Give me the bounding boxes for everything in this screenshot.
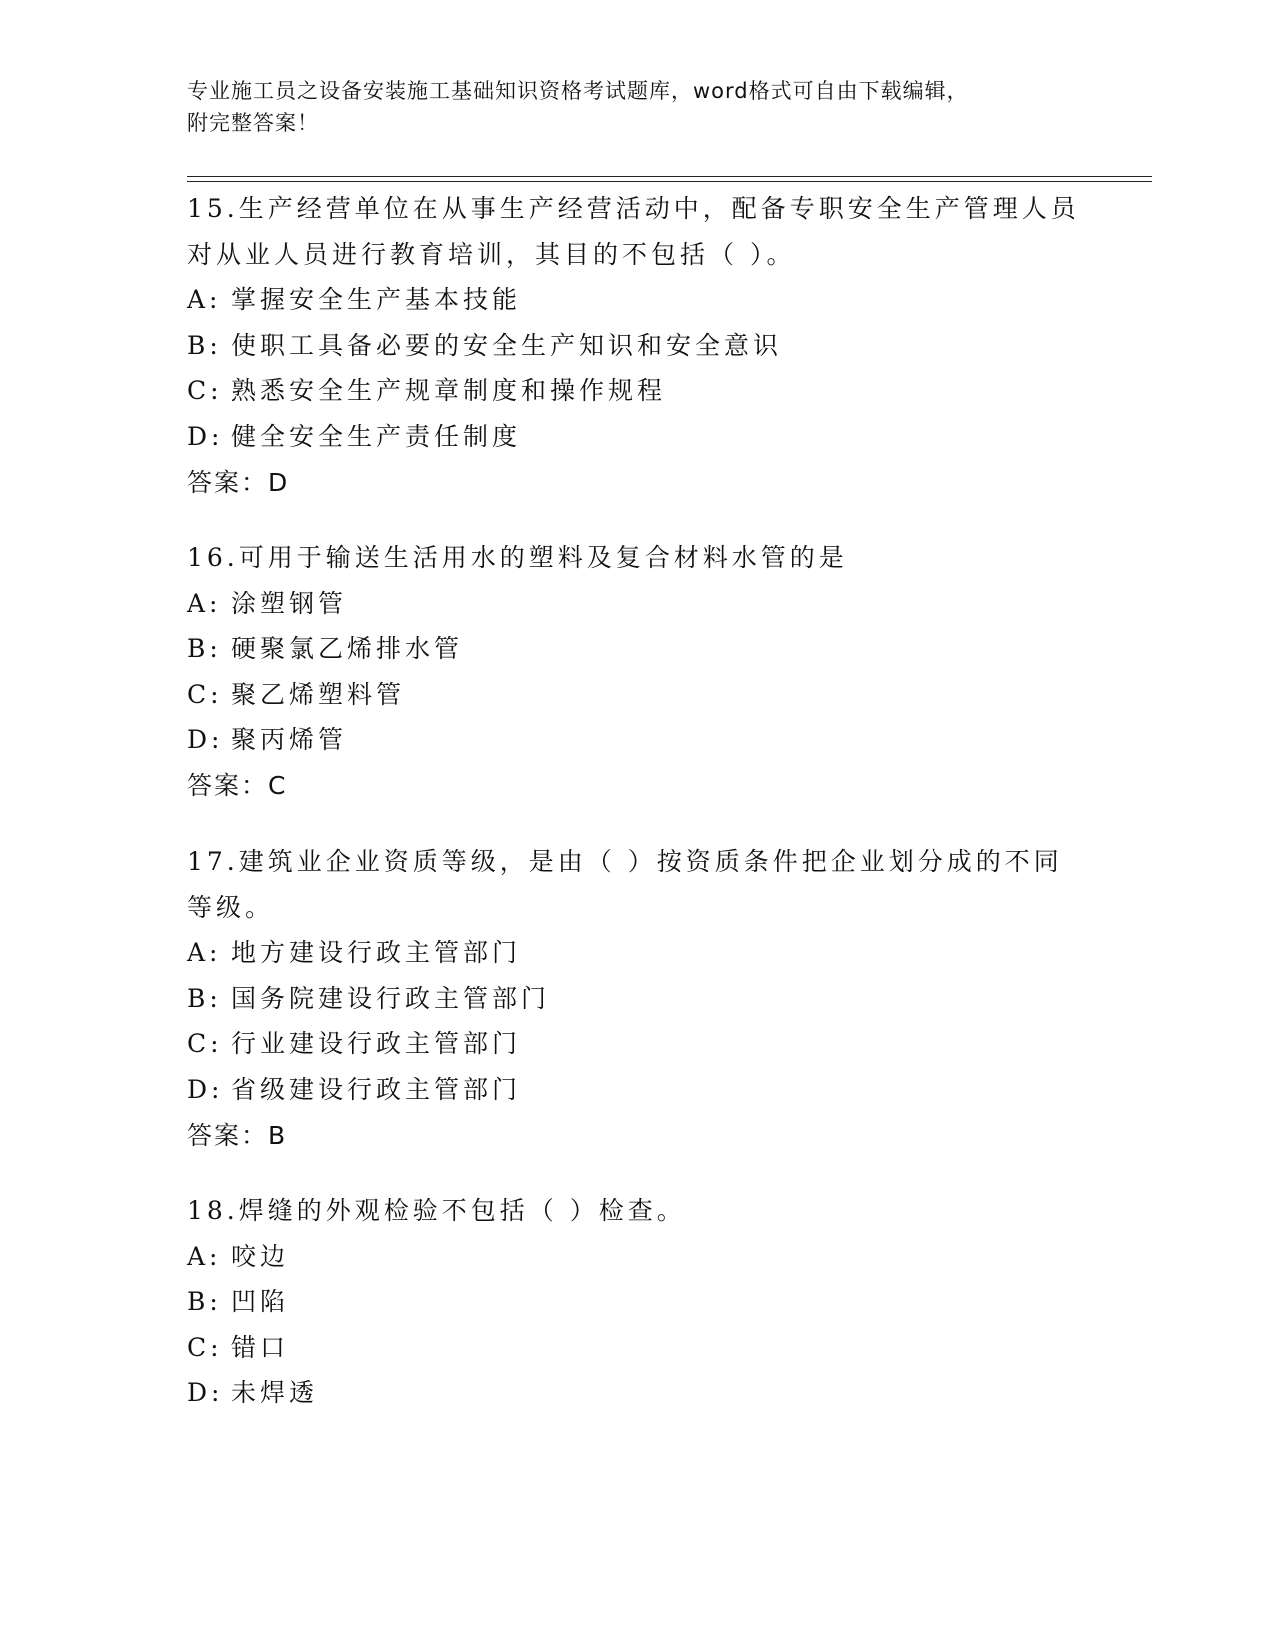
option-text: 咬边 — [231, 1241, 290, 1271]
option-text: 涂塑钢管 — [231, 588, 348, 618]
option-letter: D: — [187, 421, 224, 451]
option-letter: C: — [187, 376, 223, 406]
option-a — [187, 277, 1087, 323]
question-18 — [187, 1188, 1087, 1416]
option-text: 未焊透 — [231, 1378, 319, 1408]
option-b — [187, 323, 1087, 369]
option-c — [187, 1021, 1087, 1067]
question-stem-text: 可用于输送生活用水的塑料及复合材料水管的是 — [238, 543, 848, 572]
option-letter: A: — [187, 588, 222, 618]
option-letter: D: — [187, 1074, 224, 1104]
question-stem-line — [187, 1188, 1087, 1234]
option-d — [187, 414, 1087, 460]
document-header — [187, 75, 1087, 139]
answer-line: 答案：D — [187, 467, 290, 497]
header-line-1: 专业施工员之设备安装施工基础知识资格考试题库，word格式可自由下载编辑， — [187, 79, 969, 103]
option-letter: C: — [187, 1332, 223, 1362]
option-b — [187, 626, 1087, 672]
question-stem-line: 等级。 — [187, 892, 275, 922]
option-c — [187, 368, 1087, 414]
question-number: 15. — [187, 194, 239, 223]
option-text: 错口 — [231, 1332, 290, 1362]
option-text: 凹陷 — [231, 1287, 290, 1317]
option-b — [187, 976, 1087, 1022]
question-stem-line: 对从业人员进行教育培训，其目的不包括（ ）。 — [187, 239, 796, 269]
option-c — [187, 672, 1087, 718]
option-a — [187, 581, 1087, 627]
question-17 — [187, 839, 1087, 1158]
question-number: 16. — [187, 543, 239, 572]
answer-line: 答案：C — [187, 770, 288, 800]
question-number: 18. — [187, 1196, 239, 1225]
header-line-2: 附完整答案！ — [187, 111, 319, 135]
option-text: 行业建设行政主管部门 — [231, 1029, 522, 1059]
option-text: 掌握安全生产基本技能 — [231, 285, 522, 315]
question-16 — [187, 535, 1087, 809]
option-d — [187, 1067, 1087, 1113]
question-stem-line — [187, 839, 1087, 885]
option-text: 国务院建设行政主管部门 — [231, 983, 551, 1013]
option-letter: A: — [187, 285, 222, 315]
option-d — [187, 1370, 1087, 1416]
question-stem-line — [187, 535, 1087, 581]
option-letter: D: — [187, 1378, 224, 1408]
option-b — [187, 1279, 1087, 1325]
option-text: 聚丙烯管 — [231, 725, 348, 755]
option-text: 地方建设行政主管部门 — [231, 938, 522, 968]
header-divider-top — [187, 176, 1152, 177]
header-divider-bottom — [187, 181, 1152, 182]
option-text: 硬聚氯乙烯排水管 — [231, 634, 464, 664]
answer-line: 答案：B — [187, 1120, 288, 1150]
option-letter: B: — [187, 1287, 222, 1317]
option-letter: B: — [187, 983, 222, 1013]
question-number: 17. — [187, 847, 239, 876]
option-text: 聚乙烯塑料管 — [231, 679, 406, 709]
option-letter: B: — [187, 634, 222, 664]
question-stem-text: 生产经营单位在从事生产经营活动中，配备专职安全生产管理人员 — [238, 194, 1080, 223]
option-text: 使职工具备必要的安全生产知识和安全意识 — [231, 330, 783, 360]
option-a — [187, 1234, 1087, 1280]
option-a — [187, 930, 1087, 976]
option-letter: A: — [187, 1241, 222, 1271]
option-letter: D: — [187, 725, 224, 755]
option-c — [187, 1325, 1087, 1371]
option-text: 省级建设行政主管部门 — [231, 1074, 522, 1104]
option-letter: C: — [187, 1029, 223, 1059]
option-letter: C: — [187, 679, 223, 709]
option-text: 熟悉安全生产规章制度和操作规程 — [231, 376, 667, 406]
option-letter: B: — [187, 330, 222, 360]
option-d — [187, 717, 1087, 763]
question-stem-line — [187, 186, 1087, 232]
question-stem-text: 焊缝的外观检验不包括（ ）检查。 — [238, 1196, 686, 1225]
option-text: 健全安全生产责任制度 — [231, 421, 522, 451]
option-letter: A: — [187, 938, 222, 968]
question-15 — [187, 186, 1087, 505]
question-stem-text: 建筑业企业资质等级，是由（ ）按资质条件把企业划分成的不同 — [238, 847, 1063, 876]
